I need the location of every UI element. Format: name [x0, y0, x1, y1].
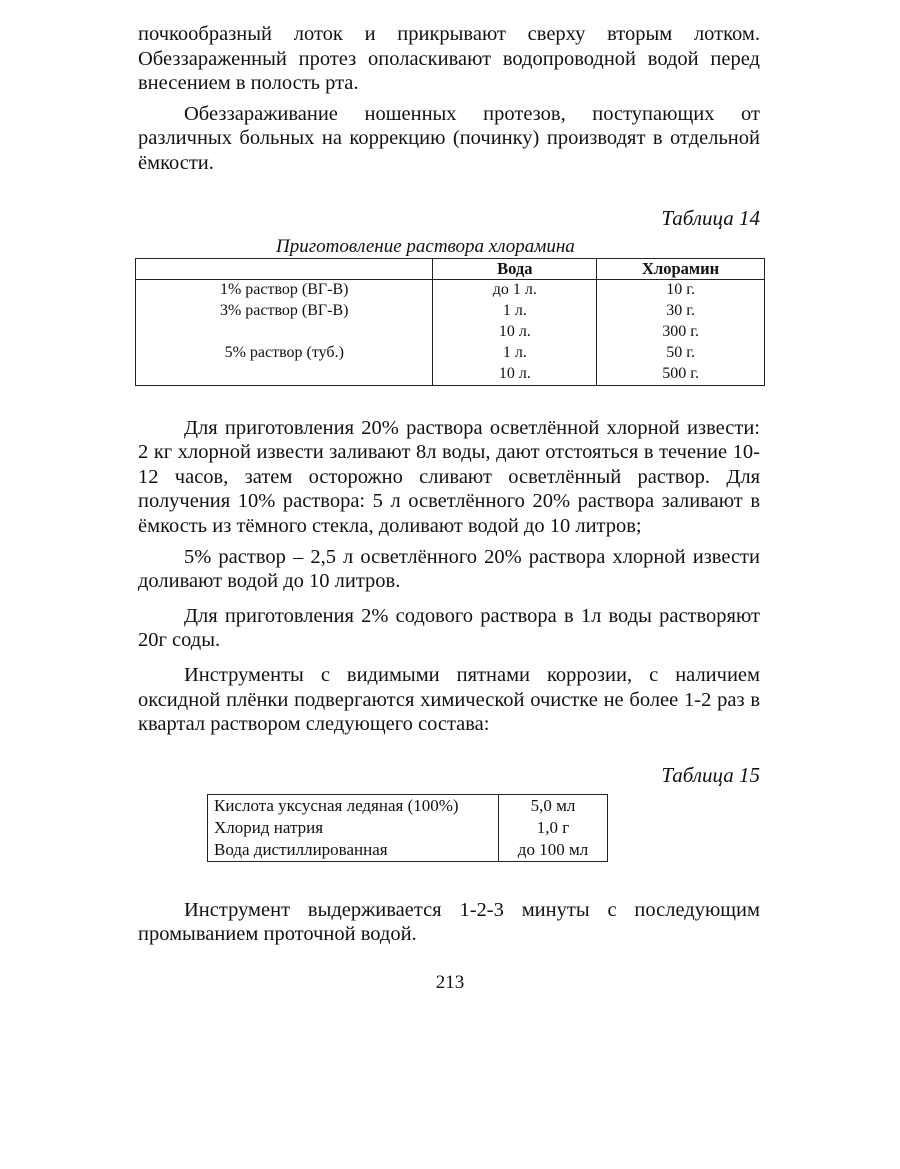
table-cell: 10 г.	[597, 279, 765, 301]
table-row	[136, 364, 765, 386]
table-cell: 500 г.	[597, 364, 765, 386]
paragraph-4: 5% раствор – 2,5 л осветлённого 20% раствора хлорной извести доливают водой до 10 литров.	[138, 545, 760, 593]
table-row	[208, 794, 608, 817]
table-cell: 1 л.	[433, 301, 597, 322]
table14-header-row	[136, 258, 765, 279]
table-cell: 10 л.	[433, 322, 597, 343]
table-cell: 10 л.	[433, 364, 597, 386]
table-cell: 5% раствор (туб.)	[136, 343, 433, 364]
paragraph-1: почкообразный лоток и прикрывают сверху вторым лотком. Обеззараженный протез ополаскивают водопроводной водой перед внесением в полость рта.	[138, 23, 760, 95]
table-cell: Кислота уксусная ледяная (100%)	[208, 794, 499, 817]
table-row	[208, 817, 608, 839]
table15-label: Таблица 15	[661, 762, 760, 787]
table-row	[136, 322, 765, 343]
table-cell: 5,0 мл	[499, 794, 608, 817]
table-cell: 1 л.	[433, 343, 597, 364]
page-number: 213	[435, 972, 465, 993]
table-cell: 3% раствор (ВГ-В)	[136, 301, 433, 322]
table14-caption: Приготовление раствора хлорамина	[276, 235, 575, 257]
table-row	[136, 343, 765, 364]
table-row	[208, 839, 608, 862]
paragraph-7: Инструмент выдерживается 1-2-3 минуты с последующим промыванием проточной водой.	[138, 898, 760, 946]
paragraph-2: Обеззараживание ношенных протезов, поступающих от различных больных на коррекцию (починку) производят в отдельной ёмкости.	[138, 102, 760, 174]
table-row	[136, 301, 765, 322]
table-cell: 30 г.	[597, 301, 765, 322]
table-cell: до 1 л.	[433, 279, 597, 301]
table15	[207, 794, 608, 862]
table14-header-cell	[136, 258, 433, 279]
paragraph-5: Для приготовления 2% содового раствора в 1л воды растворяют 20г соды.	[138, 604, 760, 652]
table-cell: 1% раствор (ВГ-В)	[136, 279, 433, 301]
table-cell: 50 г.	[597, 343, 765, 364]
page-body	[138, 22, 760, 947]
table-cell: 1,0 г	[499, 817, 608, 839]
table-cell: до 100 мл	[499, 839, 608, 862]
table14-label: Таблица 14	[661, 205, 760, 230]
table-cell: Вода дистиллированная	[208, 839, 499, 862]
table-cell: 300 г.	[597, 322, 765, 343]
table-row	[136, 279, 765, 301]
table14-header-cell: Хлорамин	[597, 258, 765, 279]
paragraph-3: Для приготовления 20% раствора осветлённой хлорной извести: 2 кг хлорной извести заливают 8л воды, дают отстояться в течение 10-12 часов, затем осторожно сливают осветлённый раствор. Для получения 10% раствора: 5 л осветлённого 20% раствора заливают в ёмкость из тёмного стекла, доливают водой до 10 литров;	[138, 416, 760, 537]
table-cell	[136, 364, 433, 386]
table-cell	[136, 322, 433, 343]
paragraph-6: Инструменты с видимыми пятнами коррозии, с наличием оксидной плёнки подвергаются химической очистке не более 1-2 раз в квартал раствором следующего состава:	[138, 663, 760, 736]
table14-header-cell: Вода	[433, 258, 597, 279]
table14	[135, 258, 765, 386]
table-cell: Хлорид натрия	[208, 817, 499, 839]
